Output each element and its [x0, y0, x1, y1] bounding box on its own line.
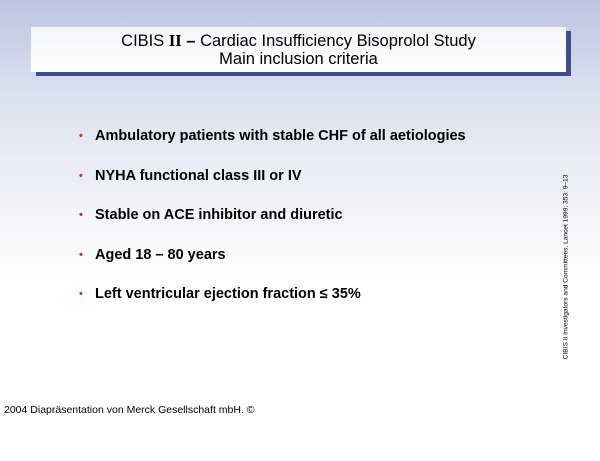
criteria-text: Stable on ACE inhibitor and diuretic [95, 207, 343, 223]
bullet-icon: • [79, 130, 83, 142]
criteria-item [79, 245, 466, 285]
bullet-icon: • [79, 288, 83, 300]
title-box [31, 27, 566, 72]
criteria-text: Left ventricular ejection fraction ≤ 35% [95, 286, 361, 302]
bullet-icon: • [79, 169, 83, 182]
criteria-item [79, 205, 466, 245]
criteria-item [79, 126, 466, 166]
subtitle: Main inclusion criteria [219, 50, 378, 68]
criteria-text: Aged 18 – 80 years [95, 246, 226, 263]
criteria-text: Ambulatory patients with stable CHF of all aetiologies [95, 128, 466, 144]
title-prefix: CIBIS [121, 32, 165, 50]
citation [559, 163, 573, 371]
title-dash: – [186, 32, 196, 50]
title-main: Cardiac Insufficiency Bisoprolol Study [200, 32, 476, 50]
citation-text: CIBIS II Investigators and Committees, Lancet 1999; 353: 9–13 [562, 174, 570, 360]
criteria-list [79, 126, 466, 324]
criteria-item [79, 166, 466, 206]
bullet-icon: • [79, 248, 83, 261]
copyright-footer: 2004 Diapräsentation von Merck Gesellschaft mbH. © [4, 404, 255, 416]
bullet-icon: • [79, 209, 83, 221]
title-line [31, 32, 566, 50]
criteria-item [79, 284, 466, 324]
title-roman-numeral: II [168, 31, 182, 50]
criteria-text: NYHA functional class III or IV [95, 167, 302, 184]
